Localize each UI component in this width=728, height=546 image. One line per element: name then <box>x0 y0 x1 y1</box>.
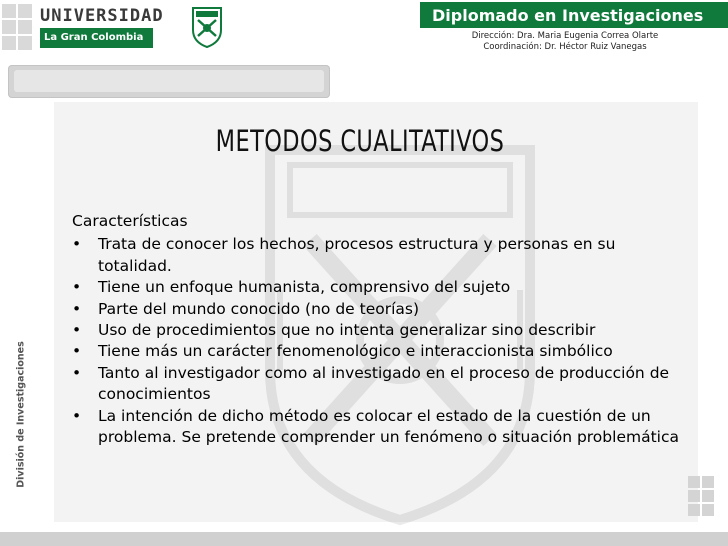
list-item <box>72 277 682 298</box>
list-item-text: La intención de dicho método es colocar el estado de la cuestión de un problema. Se pretende comprender un fenómeno o situación problemática <box>98 406 679 447</box>
program-title: Diplomado en Investigaciones <box>432 6 704 25</box>
list-item-text: Tanto al investigador como al investigado en el proceso de producción de conocimientos <box>98 363 670 404</box>
bottom-bar <box>0 532 728 546</box>
bullet-list <box>72 234 682 448</box>
coordinator-text: Coordinación: Dr. Héctor Ruiz Vanegas <box>483 42 647 52</box>
bullet-icon: • <box>72 406 82 425</box>
list-item-text: Trata de conocer los hechos, procesos estructura y personas en su totalidad. <box>98 235 616 275</box>
list-item-text: Uso de procedimientos que no intenta generalizar sino describir <box>98 321 596 340</box>
slide-title: METODOS CUALITATIVOS <box>215 124 505 158</box>
list-item <box>72 234 682 277</box>
list-item-text: Parte del mundo conocido (no de teorías) <box>98 299 420 318</box>
content-subtitle: Características <box>72 212 188 230</box>
slide-content <box>72 211 682 448</box>
director-text: Dirección: Dra. Maria Eugenia Correa Olarte <box>471 31 659 41</box>
decorative-top-box-inner <box>14 70 324 92</box>
list-item <box>72 299 682 320</box>
side-label <box>9 341 27 495</box>
bullet-icon: • <box>72 363 82 382</box>
logo-text-bottom: La Gran Colombia <box>40 28 153 48</box>
bullet-icon: • <box>72 235 82 254</box>
side-label-text: División de Investigaciones <box>15 341 27 488</box>
university-crest-icon <box>190 6 224 48</box>
bullet-icon: • <box>72 342 82 361</box>
bullet-icon: • <box>72 278 82 297</box>
list-item <box>72 341 682 362</box>
university-logo <box>40 6 184 46</box>
program-title-bar <box>420 2 728 28</box>
list-item <box>72 320 682 341</box>
list-item-text: Tiene más un carácter fenomenológico e interaccionista simbólico <box>98 342 613 361</box>
logo-text-top: UNIVERSIDAD <box>40 6 164 26</box>
list-item <box>72 406 682 449</box>
list-item <box>72 363 682 406</box>
bullet-icon: • <box>72 299 82 318</box>
header <box>0 0 728 60</box>
list-item-text: Tiene un enfoque humanista, comprensivo del sujeto <box>98 278 511 297</box>
bullet-icon: • <box>72 321 82 340</box>
